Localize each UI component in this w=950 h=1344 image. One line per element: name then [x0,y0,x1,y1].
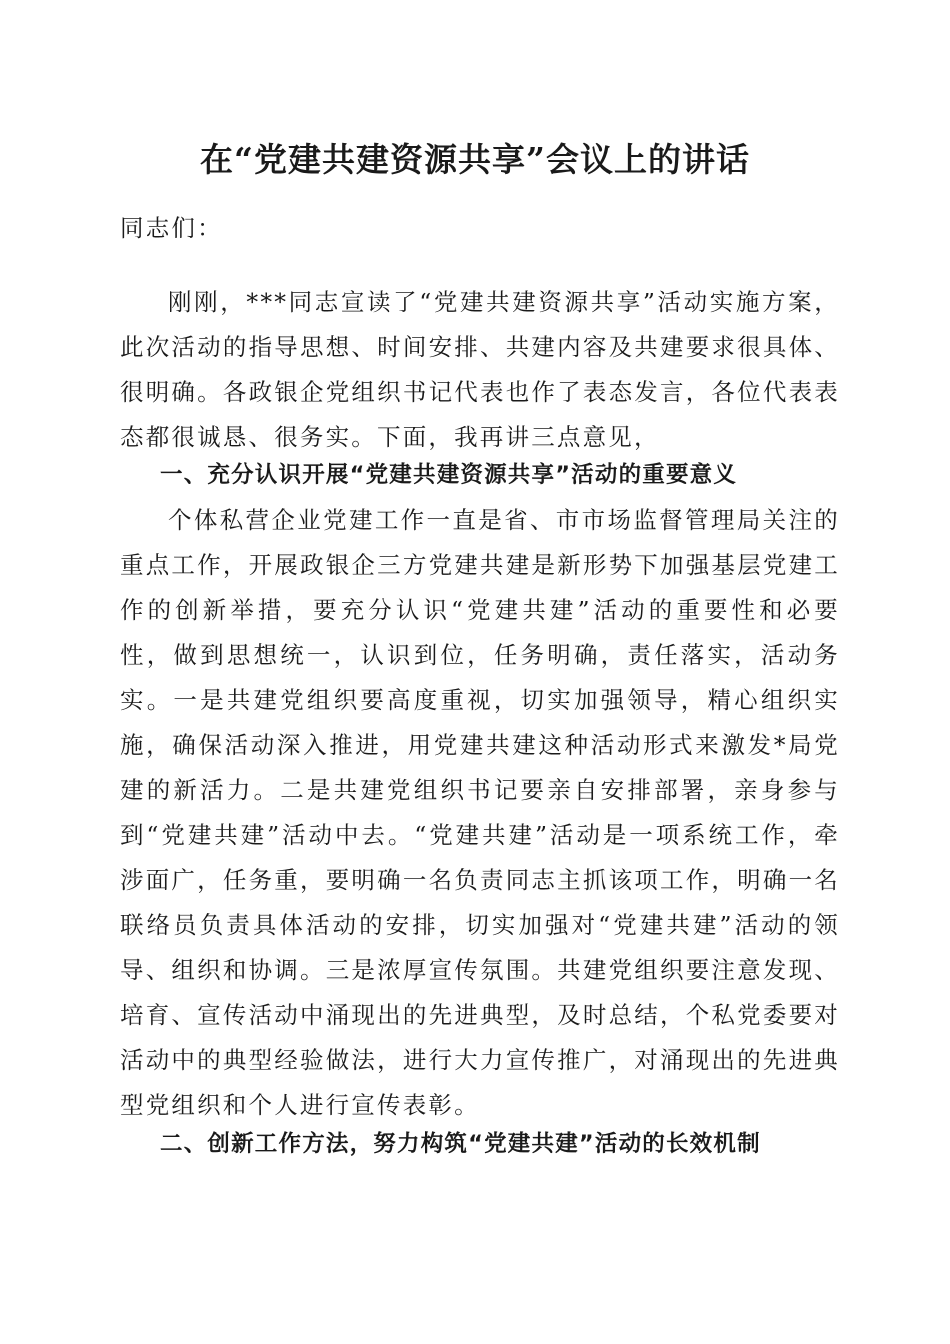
section-heading-1: 一、充分认识开展“党建共建资源共享”活动的重要意义 [160,462,738,488]
document-title: 在“党建共建资源共享”会议上的讲话 [200,140,750,179]
paragraph-intro: 刚刚，***同志宣读了“党建共建资源共享”活动实施方案，此次活动的指导思想、时间安排、共建内容及共建要求很具体、很明确。各政银企党组织书记代表也作了表态发言，各位代表表态都很诚恳、很务实。下面，我再讲三点意见， [120,288,840,451]
salutation: 同志们： [120,214,223,242]
paragraph-section-1: 个体私营企业党建工作一直是省、市市场监督管理局关注的重点工作，开展政银企三方党建共建是新形势下加强基层党建工作的创新举措，要充分认识“党建共建”活动的重要性和必要性，做到思想统一，认识到位，任务明确，责任落实，活动务实。一是共建党组织要高度重视，切实加强领导，精心组织实施，确保活动深入推进，用党建共建这种活动形式来激发*局党建的新活力。二是共建党组织书记要亲自安排部署，亲身参与到“党建共建”活动中去。“党建共建”活动是一项系统工作，牵涉面广，任务重，要明确一名负责同志主抓该项工作，明确一名联络员负责具体活动的安排，切实加强对“党建共建”活动的领导、组织和协调。三是浓厚宣传氛围。共建党组织要注意发现、培育、宣传活动中涌现出的先进典型，及时总结，个私党委要对活动中的典型经验做法，进行大力宣传推广，对涌现出的先进典型党组织和个人进行宣传表彰。 [120,506,840,1119]
section-heading-2: 二、创新工作方法，努力构筑“党建共建”活动的长效机制 [160,1131,761,1157]
